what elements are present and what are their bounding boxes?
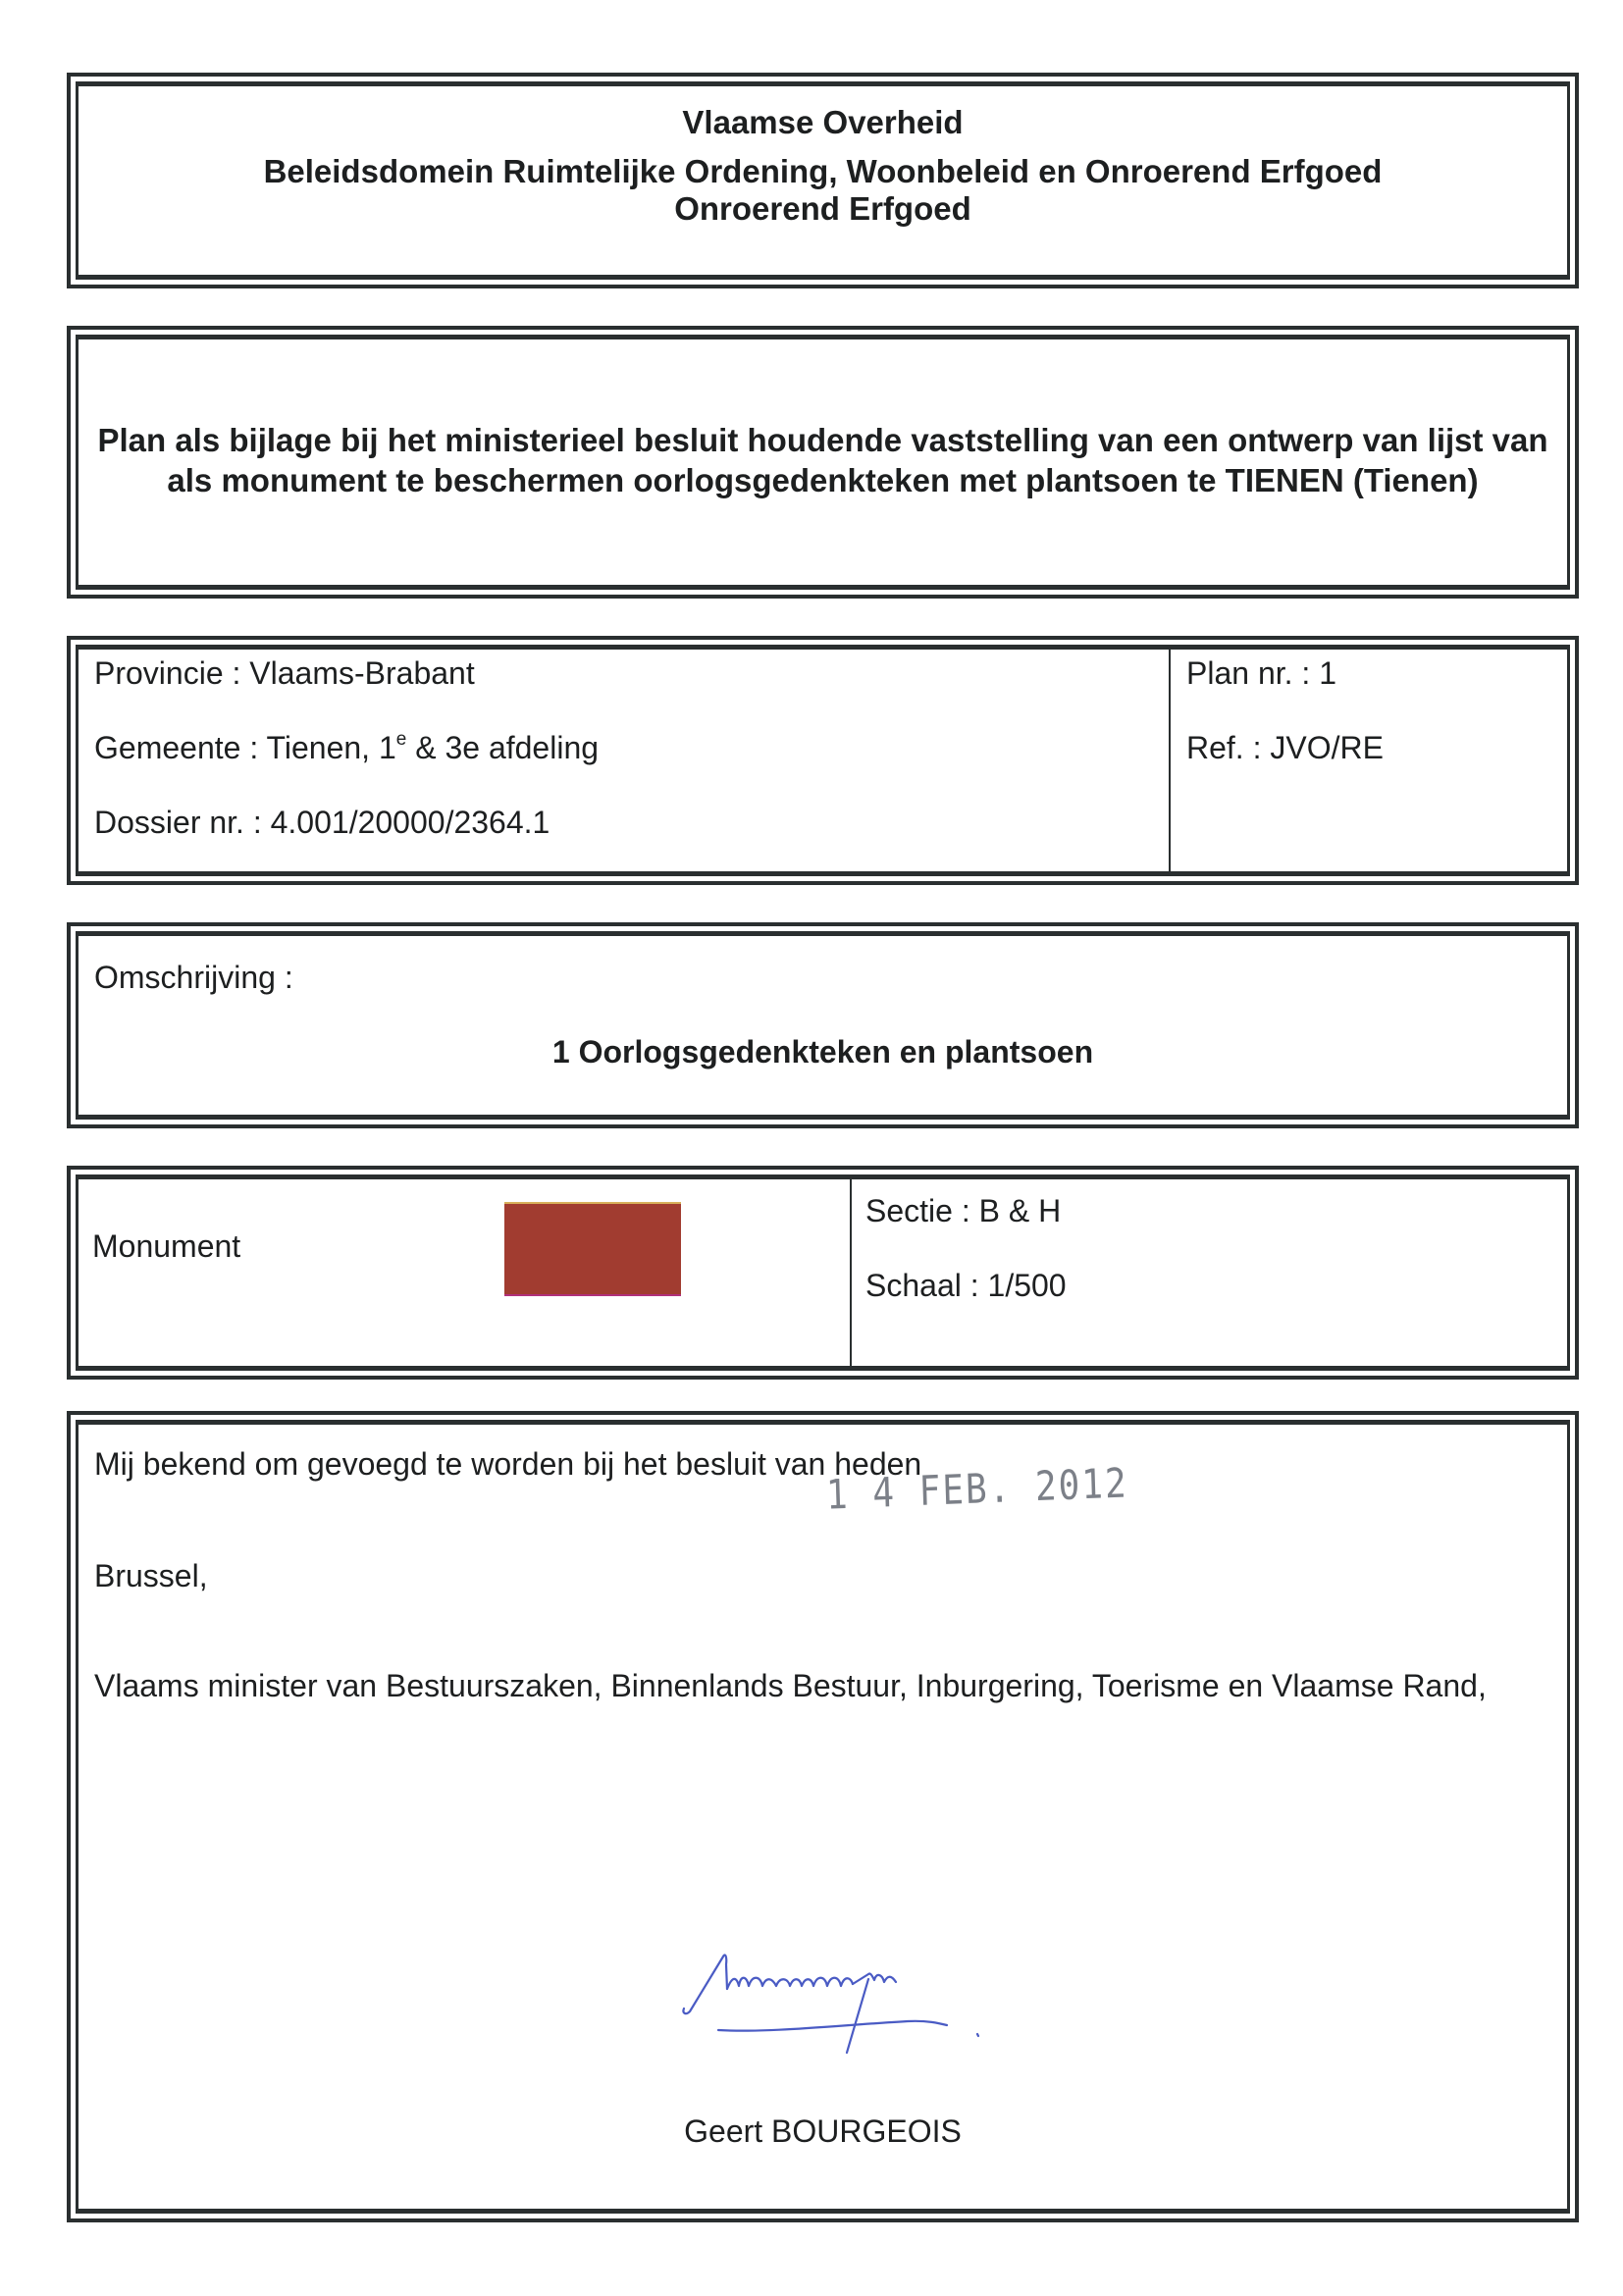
plan-number-field: Plan nr. : 1	[1186, 655, 1336, 691]
place-text: Brussel,	[94, 1558, 208, 1593]
title-frame-inner	[76, 335, 1570, 590]
signature-frame-inner	[76, 1420, 1570, 2214]
legend-left-column	[79, 1179, 852, 1366]
document-title	[79, 420, 1567, 500]
approval-statement: Mij bekend om gevoegd te worden bij het besluit van heden	[94, 1446, 922, 1482]
header-frame	[67, 73, 1579, 288]
info-frame	[67, 636, 1579, 885]
legend-monument-label: Monument	[92, 1228, 241, 1264]
date-stamp: 1 4 FEB. 2012	[825, 1460, 1129, 1520]
handwritten-signature-icon	[682, 1935, 1094, 2092]
sectie-field: Sectie : B & H	[865, 1193, 1062, 1228]
legend-frame-inner	[76, 1174, 1570, 1371]
info-right-column	[1171, 650, 1567, 871]
description-value: 1 Oorlogsgedenkteken en plantsoen	[551, 1034, 1094, 1070]
reference-field: Ref. : JVO/RE	[1186, 730, 1384, 765]
info-frame-inner	[76, 645, 1570, 876]
schaal-field: Schaal : 1/500	[865, 1268, 1067, 1303]
gemeente-superscript: e	[395, 729, 407, 750]
provincie-field: Provincie : Vlaams-Brabant	[94, 655, 475, 691]
minister-title: Vlaams minister van Bestuurszaken, Binnenlands Bestuur, Inburgering, Toerisme en Vlaamse Rand,	[94, 1668, 1487, 1703]
agency-name: Onroerend Erfgoed	[674, 190, 971, 227]
gemeente-field	[94, 730, 599, 766]
description-frame-inner	[76, 931, 1570, 1120]
dossier-field: Dossier nr. : 4.001/20000/2364.1	[94, 805, 550, 840]
gemeente-prefix: Gemeente : Tienen, 1	[94, 730, 396, 765]
description-frame	[67, 922, 1579, 1128]
title-frame	[67, 326, 1579, 599]
document-title-line-1: Plan als bijlage bij het ministerieel besluit houdende vaststelling van een ontwerp van lijst van	[97, 422, 1548, 458]
header-frame-inner	[76, 81, 1570, 280]
legend-right-column	[852, 1179, 1567, 1366]
policy-domain: Beleidsdomein Ruimtelijke Ordening, Woonbeleid en Onroerend Erfgoed	[263, 153, 1383, 189]
document-title-line-2: als monument te beschermen oorlogsgedenkteken met plantsoen te TIENEN (Tienen)	[167, 462, 1479, 498]
description-label: Omschrijving :	[94, 960, 293, 995]
signer-name: Geert BOURGEOIS	[684, 2113, 962, 2149]
legend-frame	[67, 1166, 1579, 1380]
organization-name: Vlaamse Overheid	[682, 104, 964, 140]
gemeente-suffix: & 3e afdeling	[406, 730, 600, 765]
info-left-column	[79, 650, 1171, 871]
signature-frame	[67, 1411, 1579, 2222]
monument-color-swatch	[504, 1202, 681, 1296]
